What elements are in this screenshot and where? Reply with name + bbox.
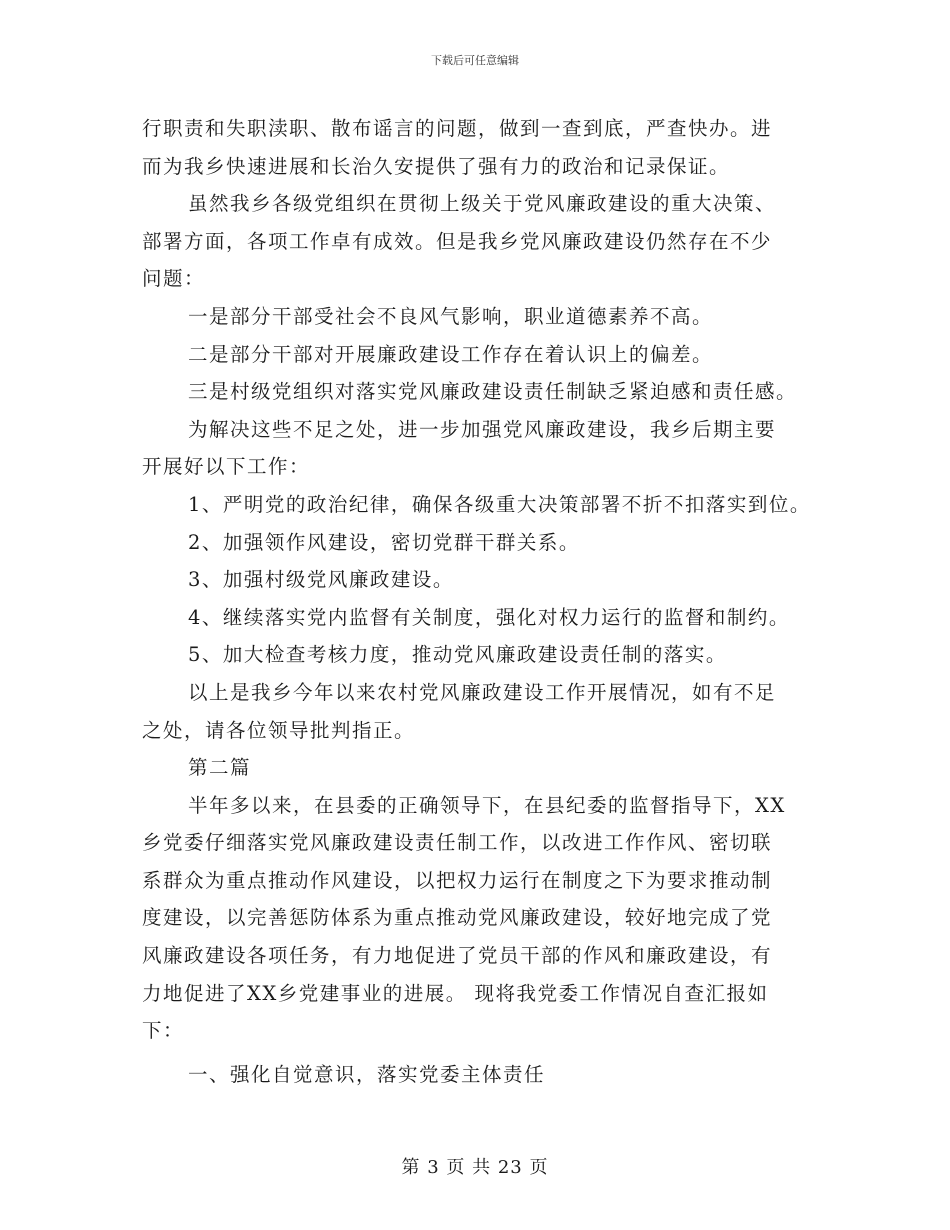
text-line: 问题： — [142, 267, 206, 291]
text-line: 乡党委仔细落实党风廉政建设责任制工作，以改进工作作风、密切联 — [142, 831, 773, 855]
text-line: 一是部分干部受社会不良风气影响，职业道德素养不高。 — [188, 304, 714, 328]
text-line: 而为我乡快速进展和长治久安提供了强有力的政治和记录保证。 — [142, 154, 731, 178]
page-number: 第 3 页 共 23 页 — [401, 1157, 549, 1178]
text-line: 之处，请各位领导批判指正。 — [142, 718, 416, 742]
list-item: 5、加大检查考核力度，推动党风廉政建设责任制的落实。 — [188, 643, 727, 667]
document-body — [142, 110, 822, 1093]
text-line: 三是村级党组织对落实党风廉政建设责任制缺乏紧迫感和责任感。 — [188, 380, 798, 404]
list-item: 2、加强领作风建设，密切党群干群关系。 — [188, 530, 580, 554]
text-line: 以上是我乡今年以来农村党风廉政建设工作开展情况，如有不足 — [188, 680, 777, 704]
text-line: 部署方面，各项工作卓有成效。但是我乡党风廉政建设仍然存在不少 — [142, 229, 773, 253]
subsection-heading: 一、强化自觉意识，落实党委主体责任 — [188, 1062, 546, 1086]
text-line: 虽然我乡各级党组织在贯彻上级关于党风廉政建设的重大决策、 — [188, 192, 777, 216]
text-line: 半年多以来，在县委的正确领导下，在县纪委的监督指导下，XX — [188, 793, 786, 817]
list-item: 3、加强村级党风廉政建设。 — [188, 568, 454, 592]
text-line: 力地促进了XX乡党建事业的进展。 现将我党委工作情况自查汇报如 — [142, 981, 769, 1005]
text-line: 为解决这些不足之处，进一步加强党风廉政建设，我乡后期主要 — [188, 417, 777, 441]
section-heading: 第二篇 — [188, 756, 252, 780]
text-line: 行职责和失职渎职、散布谣言的问题，做到一查到底，严查快办。进 — [142, 117, 773, 140]
list-item: 1、严明党的政治纪律，确保各级重大决策部署不折不扣落实到位。 — [188, 492, 811, 516]
list-item: 4、继续落实党内监督有关制度，强化对权力运行的监督和制约。 — [188, 605, 790, 629]
text-line: 风廉政建设各项任务，有力地促进了党员干部的作风和廉政建设，有 — [142, 944, 773, 968]
page-header: 下载后可任意编辑 — [431, 54, 519, 67]
text-line: 系群众为重点推动作风建设，以把权力运行在制度之下为要求推动制 — [142, 868, 773, 892]
text-line: 开展好以下工作： — [142, 455, 311, 479]
text-line: 下： — [142, 1019, 185, 1043]
text-line: 二是部分干部对开展廉政建设工作存在着认识上的偏差。 — [188, 342, 714, 366]
text-line: 度建设，以完善惩防体系为重点推动党风廉政建设，较好地完成了党 — [142, 906, 773, 930]
